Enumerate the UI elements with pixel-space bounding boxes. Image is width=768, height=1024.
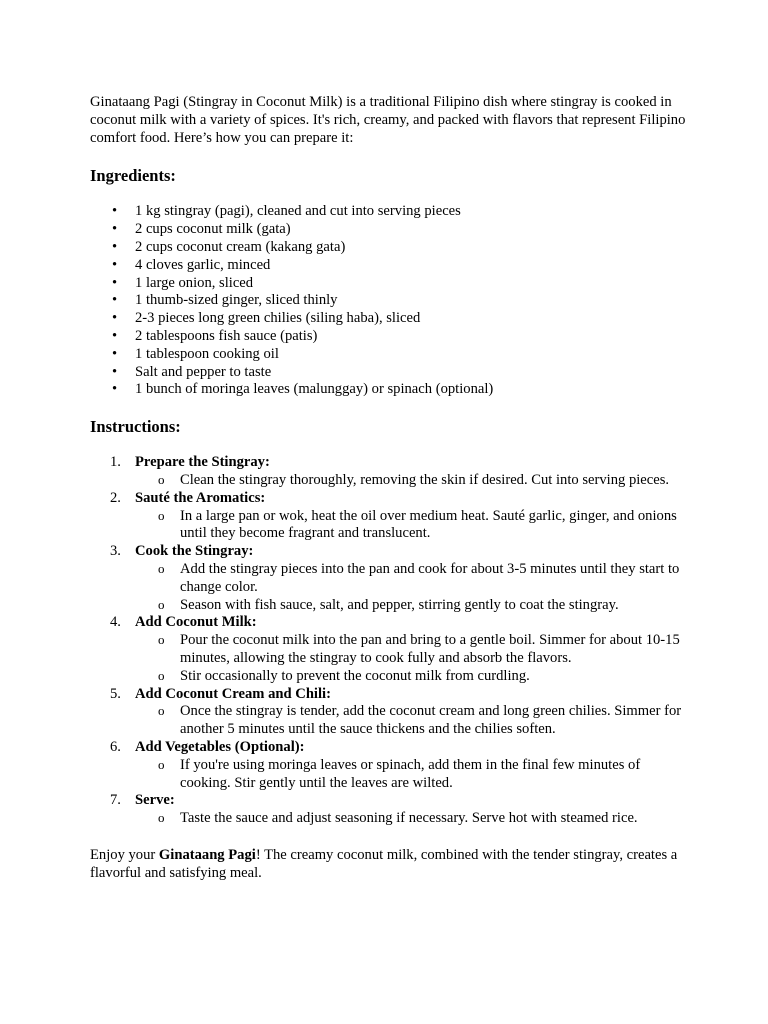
ingredient-text: 1 thumb-sized ginger, sliced thinly xyxy=(135,292,338,309)
step-detail-text: In a large pan or wok, heat the oil over medium heat. Sauté garlic, ginger, and onions until they become fragrant and translucent. xyxy=(180,507,677,542)
instruction-step xyxy=(90,792,690,828)
step-details-list xyxy=(135,508,690,544)
step-title: Cook the Stingray: xyxy=(135,543,254,560)
step-details-list xyxy=(135,757,690,793)
ingredient-text: 4 cloves garlic, minced xyxy=(135,256,271,273)
ingredient-item xyxy=(90,203,690,221)
step-title: Serve: xyxy=(135,792,175,809)
ingredients-heading: Ingredients: xyxy=(90,166,176,186)
step-detail-text: Once the stingray is tender, add the coconut cream and long green chilies. Simmer for another 5 minutes until the sauce thickens and the chilies soften. xyxy=(180,703,682,738)
document-page xyxy=(90,94,690,882)
instruction-step xyxy=(90,739,690,792)
step-detail xyxy=(135,472,690,490)
step-detail-text: If you're using moringa leaves or spinach, add them in the final few minutes of cooking. Stir gently until the leaves are wilted. xyxy=(180,756,641,791)
instruction-step xyxy=(90,490,690,543)
step-detail-text: Season with fish sauce, salt, and pepper, stirring gently to coat the stingray. xyxy=(180,596,619,613)
step-title: Prepare the Stingray: xyxy=(135,454,270,471)
ingredient-text: 1 tablespoon cooking oil xyxy=(135,345,279,362)
step-number: 1. xyxy=(110,454,121,471)
bullet-icon: • xyxy=(112,221,118,238)
outro-paragraph xyxy=(90,847,690,883)
ingredient-item xyxy=(90,257,690,275)
circle-bullet-icon: o xyxy=(158,471,165,487)
step-details-list xyxy=(135,703,690,739)
ingredient-item xyxy=(90,292,690,310)
ingredient-item xyxy=(90,364,690,382)
ingredient-text: 2 cups coconut milk (gata) xyxy=(135,221,291,238)
step-title: Add Coconut Milk: xyxy=(135,614,257,631)
step-detail-text: Pour the coconut milk into the pan and bring to a gentle boil. Simmer for about 10-15 minutes, allowing the stingray to cook fully and absorb the flavors. xyxy=(180,632,680,666)
outro-after: ! The creamy coconut milk, combined with the tender stingray, creates a flavorful and satisfying meal. xyxy=(90,846,678,881)
circle-bullet-icon: o xyxy=(158,667,165,683)
bullet-icon: • xyxy=(112,203,118,220)
instruction-step xyxy=(90,686,690,739)
instruction-step xyxy=(90,543,690,614)
step-detail-text: Add the stingray pieces into the pan and cook for about 3-5 minutes until they start to change color. xyxy=(180,560,680,595)
ingredient-item xyxy=(90,346,690,364)
step-detail xyxy=(135,597,690,615)
ingredient-item xyxy=(90,381,690,399)
ingredient-item xyxy=(90,221,690,239)
step-detail xyxy=(135,757,690,793)
ingredient-text: 1 bunch of moringa leaves (malunggay) or spinach (optional) xyxy=(135,381,494,398)
instruction-step xyxy=(90,614,690,685)
circle-bullet-icon: o xyxy=(158,560,165,576)
bullet-icon: • xyxy=(112,363,118,380)
bullet-icon: • xyxy=(112,310,118,327)
bullet-icon: • xyxy=(112,292,118,309)
ingredient-text: 1 large onion, sliced xyxy=(135,274,254,291)
circle-bullet-icon: o xyxy=(158,810,165,826)
ingredient-item xyxy=(90,275,690,293)
step-title: Add Coconut Cream and Chili: xyxy=(135,685,331,702)
ingredient-text: 1 kg stingray (pagi), cleaned and cut into serving pieces xyxy=(135,203,461,220)
ingredient-text: 2-3 pieces long green chilies (siling haba), sliced xyxy=(135,310,421,327)
bullet-icon: • xyxy=(112,238,118,255)
step-details-list xyxy=(135,561,690,614)
ingredient-text: Salt and pepper to taste xyxy=(135,363,272,380)
step-title: Add Vegetables (Optional): xyxy=(135,738,305,755)
circle-bullet-icon: o xyxy=(158,596,165,612)
step-details-list xyxy=(135,472,690,490)
step-detail xyxy=(135,703,690,739)
step-number: 7. xyxy=(110,792,121,809)
bullet-icon: • xyxy=(112,345,118,362)
ingredient-item xyxy=(90,310,690,328)
ingredient-text: 2 cups coconut cream (kakang gata) xyxy=(135,238,346,255)
circle-bullet-icon: o xyxy=(158,703,165,719)
step-detail-text: Taste the sauce and adjust seasoning if necessary. Serve hot with steamed rice. xyxy=(180,810,638,827)
step-number: 6. xyxy=(110,738,121,755)
bullet-icon: • xyxy=(112,256,118,273)
step-details-list xyxy=(135,632,690,685)
step-detail-text: Clean the stingray thoroughly, removing the skin if desired. Cut into serving pieces. xyxy=(180,471,670,488)
ingredient-item xyxy=(90,328,690,346)
circle-bullet-icon: o xyxy=(158,507,165,523)
bullet-icon: • xyxy=(112,274,118,291)
step-detail xyxy=(135,508,690,544)
step-details-list xyxy=(135,810,690,828)
step-number: 2. xyxy=(110,489,121,506)
instructions-heading: Instructions: xyxy=(90,417,181,437)
instruction-step xyxy=(90,454,690,490)
step-number: 4. xyxy=(110,614,121,631)
circle-bullet-icon: o xyxy=(158,632,165,648)
step-detail xyxy=(135,561,690,597)
step-number: 5. xyxy=(110,685,121,702)
step-detail-text: Stir occasionally to prevent the coconut milk from curdling. xyxy=(180,667,530,684)
intro-paragraph: Ginataang Pagi (Stingray in Coconut Milk) is a traditional Filipino dish where stingray is cooked in coconut milk with a variety of spices. It's rich, creamy, and packed with flavors that represent Filipino comfort food. Here’s how you can prepare it: xyxy=(90,94,686,146)
circle-bullet-icon: o xyxy=(158,756,165,772)
ingredient-text: 2 tablespoons fish sauce (patis) xyxy=(135,327,318,344)
bullet-icon: • xyxy=(112,327,118,344)
ingredient-item xyxy=(90,239,690,257)
step-detail xyxy=(135,632,690,668)
instructions-list xyxy=(90,454,690,828)
step-detail xyxy=(135,668,690,686)
outro-dish-name: Ginataang Pagi xyxy=(158,846,256,863)
step-number: 3. xyxy=(110,543,121,560)
step-detail xyxy=(135,810,690,828)
ingredients-list xyxy=(90,203,690,399)
step-title: Sauté the Aromatics: xyxy=(135,489,266,506)
outro-before: Enjoy your xyxy=(90,846,159,863)
bullet-icon: • xyxy=(112,381,118,398)
